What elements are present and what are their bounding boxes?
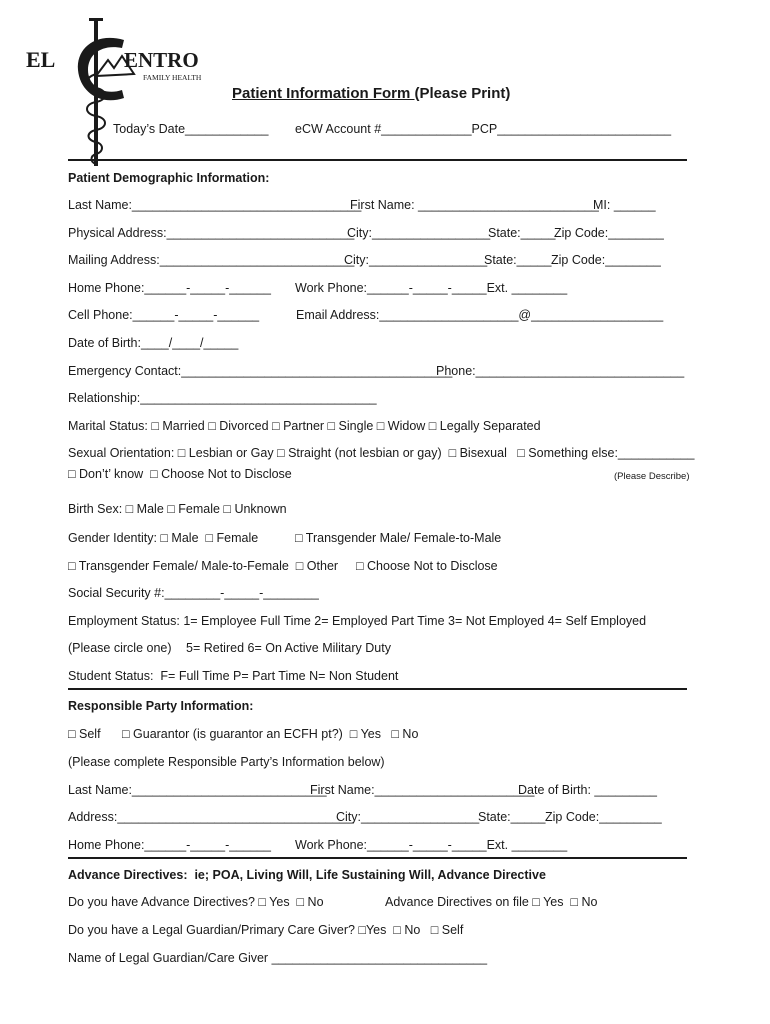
sexual-orientation-options[interactable]: Sexual Orientation: □ Lesbian or Gay □ Straight (not lesbian or gay) □ Bisexual □ Something else:___________ bbox=[68, 446, 695, 460]
employment-status[interactable]: Employment Status: 1= Employee Full Time 2= Employed Part Time 3= Not Employed 4= Self Employed bbox=[68, 614, 647, 628]
rp-address-field[interactable]: Address:__________________________________ bbox=[68, 810, 354, 824]
circle-one-note: (Please circle one) bbox=[68, 641, 172, 655]
divider bbox=[68, 159, 687, 161]
relationship-field[interactable]: Relationship:__________________________________ bbox=[68, 391, 377, 405]
demographic-heading: Patient Demographic Information: bbox=[68, 171, 270, 185]
gender-identity-options-3[interactable]: □ Transgender Female/ Male-to-Female □ Other bbox=[68, 559, 339, 573]
advance-heading: Advance Directives: ie; POA, Living Will, Life Sustaining Will, Advance Directive bbox=[68, 868, 546, 882]
ecw-pcp-field[interactable]: eCW Account #_____________PCP_________________________ bbox=[295, 122, 672, 136]
logo-el-text: EL bbox=[26, 47, 56, 72]
rp-zip-field[interactable]: Zip Code:_________ bbox=[545, 810, 662, 824]
responsible-note: (Please complete Responsible Party’s Information below) bbox=[68, 755, 385, 769]
guarantor-options[interactable]: □ Guarantor (is guarantor an ECFH pt?) □ Yes □ No bbox=[122, 727, 419, 741]
work-phone-field[interactable]: Work Phone:______-_____-_____Ext. ________ bbox=[295, 281, 568, 295]
advance-on-file-options[interactable]: Advance Directives on file □ Yes □ No bbox=[385, 895, 598, 909]
mailing-state-field[interactable]: State:_____ bbox=[484, 253, 552, 267]
emergency-phone-field[interactable]: Phone:______________________________ bbox=[436, 364, 685, 378]
el-centro-logo bbox=[26, 14, 226, 169]
birth-sex-options[interactable]: Birth Sex: □ Male □ Female □ Unknown bbox=[68, 502, 287, 516]
physical-state-field[interactable]: State:_____ bbox=[488, 226, 556, 240]
sexual-orientation-options-2[interactable]: □ Don’t’ know □ Choose Not to Disclose bbox=[68, 467, 292, 481]
employment-status-2[interactable]: 5= Retired 6= On Active Military Duty bbox=[186, 641, 391, 655]
rp-first-name-field[interactable]: First Name:_______________________ bbox=[310, 783, 535, 797]
form-title bbox=[232, 86, 510, 101]
dob-field[interactable]: Date of Birth:____/____/_____ bbox=[68, 336, 239, 350]
home-phone-field[interactable]: Home Phone:______-_____-______ bbox=[68, 281, 271, 295]
divider bbox=[68, 688, 687, 690]
mailing-address-field[interactable]: Mailing Address:____________________________ bbox=[68, 253, 355, 267]
mailing-zip-field[interactable]: Zip Code:________ bbox=[551, 253, 661, 267]
physical-zip-field[interactable]: Zip Code:________ bbox=[554, 226, 664, 240]
physical-address-field[interactable]: Physical Address:___________________________ bbox=[68, 226, 355, 240]
rp-city-field[interactable]: City:_________________ bbox=[336, 810, 480, 824]
logo-staff-top bbox=[89, 18, 103, 21]
please-describe-note: (Please Describe) bbox=[614, 471, 690, 482]
rp-dob-field[interactable]: Date of Birth: _________ bbox=[518, 783, 657, 797]
gender-identity-options[interactable]: Gender Identity: □ Male □ Female bbox=[68, 531, 259, 545]
divider bbox=[68, 857, 687, 859]
guardian-name-field[interactable]: Name of Legal Guardian/Care Giver _______________________________ bbox=[68, 951, 488, 965]
emergency-contact-field[interactable]: Emergency Contact:_______________________________________ bbox=[68, 364, 453, 378]
gender-identity-options-4[interactable]: □ Choose Not to Disclose bbox=[356, 559, 498, 573]
form-title-main: Patient Information Form bbox=[232, 85, 415, 102]
rp-state-field[interactable]: State:_____ bbox=[478, 810, 546, 824]
marital-status-options[interactable]: Marital Status: □ Married □ Divorced □ Partner □ Single □ Widow □ Legally Separated bbox=[68, 419, 541, 433]
mailing-city-field[interactable]: City:_________________ bbox=[344, 253, 488, 267]
mi-field[interactable]: MI: ______ bbox=[593, 198, 656, 212]
responsible-heading: Responsible Party Information: bbox=[68, 699, 254, 713]
rp-work-phone-field[interactable]: Work Phone:______-_____-_____Ext. ________ bbox=[295, 838, 568, 852]
advance-directives-options[interactable]: Do you have Advance Directives? □ Yes □ No bbox=[68, 895, 324, 909]
cell-phone-field[interactable]: Cell Phone:______-_____-______ bbox=[68, 308, 260, 322]
rp-home-phone-field[interactable]: Home Phone:______-_____-______ bbox=[68, 838, 271, 852]
ssn-field[interactable]: Social Security #:________-_____-________ bbox=[68, 586, 319, 600]
first-name-field[interactable]: First Name: __________________________ bbox=[350, 198, 599, 212]
todays-date-field[interactable]: Today’s Date____________ bbox=[113, 122, 269, 136]
form-title-note: (Please Print) bbox=[414, 85, 511, 102]
logo-subtitle: FAMILY HEALTH bbox=[143, 73, 202, 82]
physical-city-field[interactable]: City:_________________ bbox=[347, 226, 491, 240]
self-checkbox[interactable]: □ Self bbox=[68, 727, 101, 741]
logo-centro-text: ENTRO bbox=[124, 48, 199, 72]
legal-guardian-options[interactable]: Do you have a Legal Guardian/Primary Care Giver? □Yes □ No □ Self bbox=[68, 923, 464, 937]
gender-identity-options-2[interactable]: □ Transgender Male/ Female-to-Male bbox=[295, 531, 502, 545]
rp-last-name-field[interactable]: Last Name:____________________________ bbox=[68, 783, 327, 797]
email-field[interactable]: Email Address:____________________@___________________ bbox=[296, 308, 664, 322]
student-status[interactable]: Student Status: F= Full Time P= Part Time N= Non Student bbox=[68, 669, 399, 683]
last-name-field[interactable]: Last Name:_________________________________ bbox=[68, 198, 362, 212]
